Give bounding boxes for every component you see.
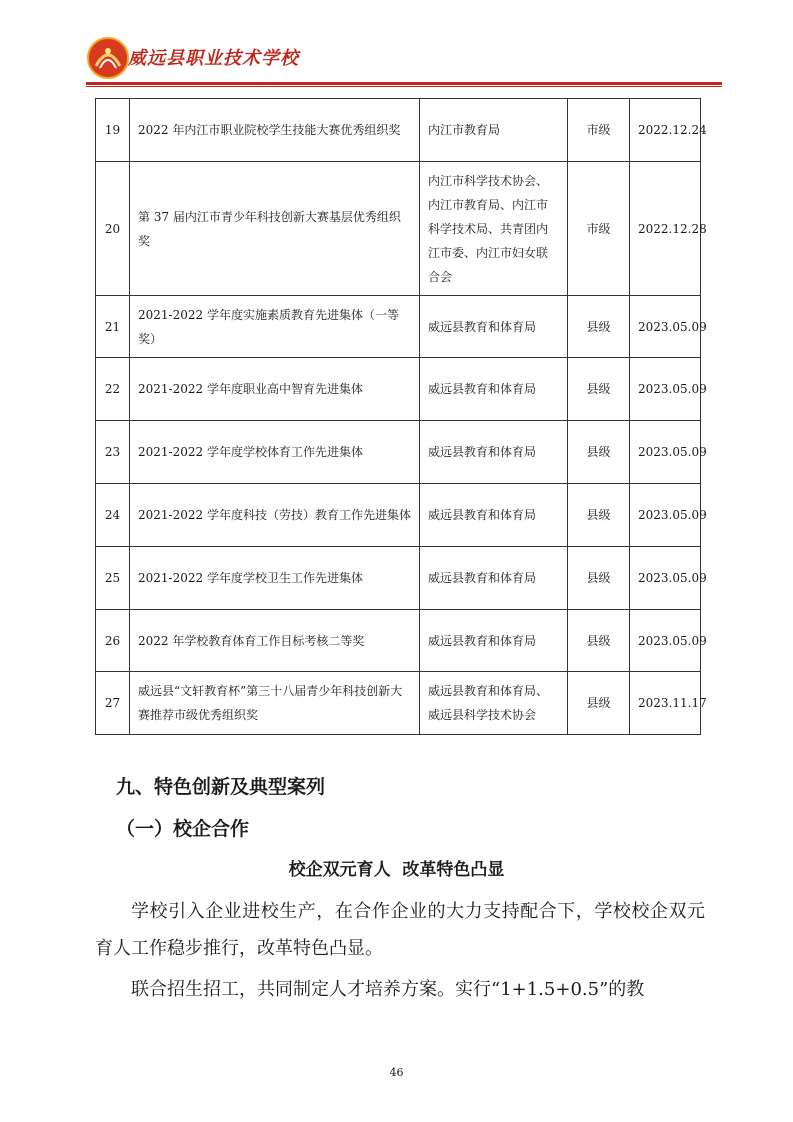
award-number: 24 <box>96 484 130 547</box>
header-rule-thin <box>86 86 722 87</box>
table-row <box>96 99 701 162</box>
award-date: 2023.05.09 <box>630 296 701 358</box>
award-name: 2021-2022 学年度学校卫生工作先进集体 <box>130 547 420 610</box>
award-number: 23 <box>96 421 130 484</box>
table-row <box>96 358 701 421</box>
page-number: 46 <box>389 1066 404 1079</box>
table-row <box>96 547 701 610</box>
page-header <box>86 30 722 88</box>
award-date: 2023.05.09 <box>630 484 701 547</box>
award-name: 2021-2022 学年度实施素质教育先进集体（一等奖） <box>130 296 420 358</box>
award-issuer: 威远县教育和体育局 <box>420 358 568 421</box>
award-issuer: 内江市科学技术协会、内江市教育局、内江市科学技术局、共青团内江市委、内江市妇女联合会 <box>420 162 568 296</box>
award-date: 2023.05.09 <box>630 421 701 484</box>
award-level: 县级 <box>568 547 630 610</box>
award-number: 22 <box>96 358 130 421</box>
award-name: 2021-2022 学年度科技（劳技）教育工作先进集体 <box>130 484 420 547</box>
awards-table <box>95 98 707 735</box>
table-row <box>96 162 701 296</box>
award-issuer: 威远县教育和体育局 <box>420 296 568 358</box>
award-number: 25 <box>96 547 130 610</box>
award-name: 2022 年内江市职业院校学生技能大赛优秀组织奖 <box>130 99 420 162</box>
table-row <box>96 296 701 358</box>
header-rule <box>86 82 722 85</box>
award-level: 县级 <box>568 358 630 421</box>
award-name: 2021-2022 学年度职业高中智育先进集体 <box>130 358 420 421</box>
award-issuer: 威远县教育和体育局 <box>420 547 568 610</box>
award-name: 第 37 届内江市青少年科技创新大赛基层优秀组织奖 <box>130 162 420 296</box>
award-date: 2023.11.17 <box>630 672 701 735</box>
award-issuer: 内江市教育局 <box>420 99 568 162</box>
award-level: 县级 <box>568 672 630 735</box>
table-row <box>96 610 701 672</box>
award-date: 2022.12.24 <box>630 99 701 162</box>
section-subheading: （一）校企合作 <box>116 818 250 840</box>
award-level: 县级 <box>568 421 630 484</box>
award-number: 20 <box>96 162 130 296</box>
award-level: 市级 <box>568 99 630 162</box>
table-row <box>96 672 701 735</box>
award-issuer: 威远县教育和体育局 <box>420 484 568 547</box>
award-date: 2023.05.09 <box>630 358 701 421</box>
award-level: 市级 <box>568 162 630 296</box>
award-date: 2023.05.09 <box>630 547 701 610</box>
section-heading: 九、特色创新及典型案列 <box>116 776 326 798</box>
award-issuer: 威远县教育和体育局、威远县科学技术协会 <box>420 672 568 735</box>
award-number: 19 <box>96 99 130 162</box>
award-issuer: 威远县教育和体育局 <box>420 610 568 672</box>
award-name: 2022 年学校教育体育工作目标考核二等奖 <box>130 610 420 672</box>
award-number: 27 <box>96 672 130 735</box>
award-date: 2023.05.09 <box>630 610 701 672</box>
body-paragraph: 学校引入企业进校生产，在合作企业的大力支持配合下，学校校企双元育人工作稳步推行，改革特色凸显。 <box>95 901 705 959</box>
award-issuer: 威远县教育和体育局 <box>420 421 568 484</box>
table-row <box>96 421 701 484</box>
table-row <box>96 484 701 547</box>
award-level: 县级 <box>568 610 630 672</box>
award-name: 威远县“文轩教育杯”第三十八届青少年科技创新大赛推荐市级优秀组织奖 <box>130 672 420 735</box>
award-level: 县级 <box>568 484 630 547</box>
award-number: 21 <box>96 296 130 358</box>
school-emblem-icon <box>86 36 130 80</box>
body-paragraph: 联合招生招工，共同制定人才培养方案。实行“1+1.5+0.5”的教 <box>131 979 645 1000</box>
award-number: 26 <box>96 610 130 672</box>
award-level: 县级 <box>568 296 630 358</box>
award-name: 2021-2022 学年度学校体育工作先进集体 <box>130 421 420 484</box>
case-title: 校企双元育人 改革特色凸显 <box>288 860 505 880</box>
school-name: 威远县职业技术学校 <box>128 48 299 69</box>
award-date: 2022.12.28 <box>630 162 701 296</box>
